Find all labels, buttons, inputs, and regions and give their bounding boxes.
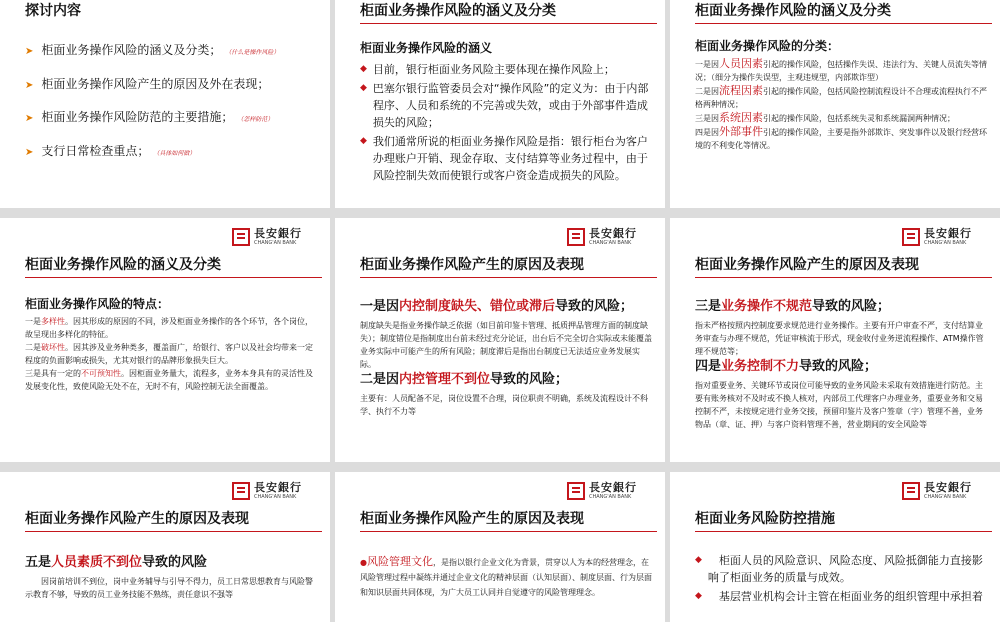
cause-detail: 因岗前培训不到位，岗中业务辅导与引导不得力，员工日常思想教育与风险警示教育不够，导致的员工业务技能不熟练，责任意识不强等 [25,577,313,599]
feature-line: 三是具有一定的不可预知性。因柜面业务量大，流程多，业务本身具有的灵活性及发展变化性，致使风险无处不在，无时不有，风险控制无法全面覆盖。 [25,369,313,391]
agenda-item: ➤ 柜面业务操作风险防范的主要措施； （怎样防范） [25,109,318,128]
diamond-icon: ◆ [695,591,702,601]
bullet-item: ◆ 巴塞尔银行监管委员会对“操作风险”的定义为：由于内部程序、人员和系统的不完善或失效，或由于外部事件造成损失的风险； [360,82,649,129]
category-line: 四是因外部事件引起的操作风险，主要是指外部欺诈、突发事件以及银行经营环境的不利变化等情况。 [695,125,987,150]
slide-5[interactable] [335,218,665,462]
slide-body [25,298,318,393]
slide-title: 探讨内容 [25,3,81,19]
slide-3[interactable] [670,0,1000,208]
slide-subtitle: 柜面业务操作风险的分类： [695,39,840,53]
slide-body [695,298,988,431]
cause-detail: 指未严格按照内控制度要求规范进行业务操作。主要有开户审查不严，支付结算业务审查与办理不规范，凭证审核流于形式，现金收付业务逆流程操作、ATM操作管理不规范等； [695,321,984,356]
bank-logo-icon [902,228,920,246]
slide-1[interactable] [0,0,330,208]
bullet-item: ◆ 柜面人员的风险意识、风险态度、风险抵御能力直接影响了柜面业务的质量与成效。 [695,554,983,584]
bank-logo: 長安銀行 CHANG'AN BANK [902,482,972,500]
category-line: 一是因人员因素引起的操作风险，包括操作失误、违法行为、关键人员流失等情况；（细分为操作失误型，主观违规型，内部欺诈型） [695,57,987,82]
cause-detail: 指对重要业务、关键环节或岗位可能导致的业务风险未采取有效措施进行防范。主要有账务核对不及时或不换人核对，内部员工代理客户办理业务，重要业务和交易控制不严，未按规定进行业务交接，预留印鉴片及客户签章（字）管理不善，业务物品（章、证、押）与客户资料管理不善，营业期间的安全风险等 [695,381,983,429]
slide-subtitle: 柜面业务操作风险的特点： [25,297,170,311]
arrow-icon: ➤ [25,80,34,91]
agenda-item: ➤ 支行日常检查重点； （具体如何做） [25,143,318,162]
slide-title: 柜面业务操作风险产生的原因及表现 [695,254,992,278]
bank-logo-icon [902,482,920,500]
slide-title: 柜面业务操作风险产生的原因及表现 [360,254,657,278]
bullet-item: ◆ 我们通常所说的柜面业务操作风险是指：银行柜台为客户办理账户开销、现金存取、支付结算等业务过程中，由于风险控制失效而使银行或客户资金造成损失的风险。 [360,135,648,182]
bank-logo-icon [232,482,250,500]
slide-2[interactable] [335,0,665,208]
diamond-icon: ◆ [360,136,367,146]
category-line: 二是因流程因素引起的操作风险，包括风险控制流程设计不合理或流程执行不严格两种情况； [695,84,987,109]
agenda-item: ➤ 柜面业务操作风险的涵义及分类； （什么是操作风险） [25,42,318,61]
cause-heading: 二是因内控管理不到位导致的风险； [360,372,569,387]
slide-title: 柜面业务操作风险的涵义及分类 [360,0,657,24]
cause-heading: 四是业务控制不力导致的风险； [695,359,878,374]
culture-definition: ，是指以银行企业文化为背景，贯穿以人为本的经营理念，在风险管理过程中凝练并通过企业文化的精神层面（认知层面）、制度层面、行为层面和知识层面共同体现，为广大员工认同并自觉遵守的风险管理理念。 [360,558,652,597]
slide-6[interactable] [670,218,1000,462]
cause-heading: 一是因内控制度缺失、错位或滞后导致的风险； [360,299,634,314]
bank-logo-icon [567,482,585,500]
slide-body [25,554,318,601]
bullet-item: ◆ 目前，银行柜面业务风险主要体现在操作风险上； [360,63,615,76]
slide-body [695,552,988,607]
cause-detail: 制度缺失是指业务操作缺乏依据（如目前印鉴卡管理、抵质押品管理方面的制度缺失）；制度错位是指制度出台前未经过充分论证，出台后不完全切合实际或未能覆盖业务实际中可能产生的所有风险；制度滞后是指出台制度已无法适应业务发展实际。 [360,321,652,369]
agenda-item: ➤ 柜面业务操作风险产生的原因及外在表现； [25,76,318,94]
slide-title: 柜面业务操作风险产生的原因及表现 [25,508,322,532]
cause-heading: 五是人员素质不到位导致的风险 [25,555,208,570]
diamond-icon: ◆ [360,64,367,74]
arrow-icon: ➤ [25,147,34,158]
slide-title: 柜面业务操作风险的涵义及分类 [25,254,322,278]
feature-line: 二是破坏性。因其涉及业务种类多，覆盖面广，给银行、客户以及社会均带来一定程度的负面影响或损失，尤其对银行的品牌形象损失巨大。 [25,343,313,365]
slide-body [360,298,653,418]
cause-heading: 三是业务操作不规范导致的风险； [695,299,891,314]
arrow-icon: ➤ [25,46,34,57]
slide-title: 柜面业务风险防控措施 [695,508,992,532]
cause-detail: 主要有：人员配备不足，岗位设置不合理，岗位职责不明确，系统及流程设计不科学、执行不力等 [360,394,648,416]
diamond-icon: ◆ [360,83,367,93]
agenda-list [25,42,318,177]
bank-logo-icon [232,228,250,246]
slide-title: 柜面业务操作风险产生的原因及表现 [360,508,657,532]
bank-logo: 長安銀行 CHANG'AN BANK [232,482,302,500]
category-line: 三是因系统因素引起的操作风险，包括系统失灵和系统漏洞两种情况； [695,111,955,124]
diamond-icon: ◆ [695,555,702,565]
slide-subtitle: 柜面业务操作风险的涵义 [360,41,493,55]
bank-logo: 長安銀行 CHANG'AN BANK [567,482,637,500]
slide-body [695,40,988,152]
feature-line: 一是多样性。因其形成的原因的不同，涉及柜面业务操作的各个环节，各个岗位，故呈现出多样化的特征。 [25,317,313,339]
bank-logo-icon [567,228,585,246]
bank-logo: 長安銀行 CHANG'AN BANK [232,228,302,246]
culture-term: 风险管理文化 [366,555,433,568]
bank-logo: 長安銀行 CHANG'AN BANK [567,228,637,246]
bullet-dot-icon: ● [360,558,367,567]
slide-title: 柜面业务操作风险的涵义及分类 [695,0,992,24]
bank-logo: 長安銀行 CHANG'AN BANK [902,228,972,246]
slide-4[interactable] [0,218,330,462]
arrow-icon: ➤ [25,113,34,124]
slide-body [360,554,653,600]
bullet-item: ◆ 基层营业机构会计主管在柜面业务的组织管理中承担着 [695,590,983,603]
slide-body [360,40,653,186]
